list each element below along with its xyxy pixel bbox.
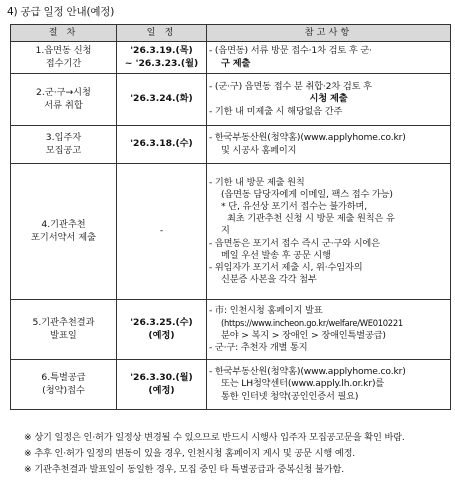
table-row (11, 126, 451, 164)
notes-cell (207, 300, 451, 360)
date-cell (117, 126, 207, 164)
footnote: ※ 기관추천결과 발표일이 동일한 경우, 모집 중인 타 특별공급과 중복신청 불가함. (24, 464, 344, 476)
note-line: 분야 > 복지 > 장애인 > 장애인특별공급) (221, 329, 386, 341)
step-text: 2.군·구→시청 (36, 87, 91, 99)
note-line: - 군·구: 추천자 개별 통지 (209, 341, 308, 353)
table-row (11, 300, 451, 360)
note-line: - 기한 내 방문 제출 원칙 (209, 176, 305, 188)
step-cell (11, 42, 117, 74)
note-line: - 한국부동산원(청약홈)(www.applyhome.co.kr) (209, 366, 406, 378)
schedule-table (10, 24, 451, 410)
step-cell (11, 74, 117, 126)
note-line: - 위임자가 포기서 제출 시, 위·수임자의 (209, 262, 363, 273)
step-text: 4.기관추천 (41, 219, 86, 231)
step-text: 접수기간 (45, 57, 82, 69)
footnote: ※ 추후 인·허가 일정의 변동이 있을 경우, 인천시청 홈페이지 게시 및 공문 시행 예정. (24, 448, 356, 460)
header-date: 일 정 (117, 25, 207, 42)
table-row (11, 74, 451, 126)
note-line: 메일 우선 발송 후 공문 시행 (221, 249, 331, 261)
date-text: '26.3.19.(목) (130, 45, 193, 57)
footnote: ※ 상기 일정은 인·허가 일정상 변경될 수 있으므로 반드시 시행사 입주자 모집공고문을 확인 바람. (24, 432, 405, 443)
step-text: 6.특별공급 (41, 372, 86, 384)
date-text: (예정) (148, 384, 175, 396)
step-text: 모집공고 (45, 144, 82, 156)
notes-cell (207, 360, 451, 410)
notes-cell (207, 74, 451, 126)
section-heading: 4) 공급 일정 안내(예정) (7, 6, 115, 18)
note-line: 신분증 사본을 각각 첨부 (221, 274, 317, 286)
notes-cell (207, 42, 451, 74)
note-line: - 한국부동산원(청약홈)(www.applyhome.co.kr) (209, 132, 406, 144)
table-row (11, 164, 451, 300)
step-cell (11, 164, 117, 300)
note-line: (https://www.incheon.go.kr/welfare/WE010221 (221, 318, 403, 329)
note-line: * 단, 유선상 포기서 접수는 불가하며, (221, 200, 367, 212)
table-row (11, 360, 451, 410)
date-cell (117, 300, 207, 360)
date-text: '26.3.24.(화) (130, 93, 193, 105)
note-line: - 市: 인천시청 홈페이지 발표 (209, 305, 323, 317)
table-row (11, 42, 451, 74)
date-cell (117, 360, 207, 410)
step-cell (11, 300, 117, 360)
date-cell (117, 164, 207, 300)
note-line: 지 (221, 225, 230, 237)
step-text: 서류 취합 (44, 99, 83, 111)
step-text: 1.읍면동 신청 (35, 45, 92, 57)
date-text: - (159, 225, 164, 237)
date-text: '26.3.18.(수) (130, 138, 193, 150)
note-line: - (군·구) 읍면동 접수 분 취합·2차 검토 후 (209, 81, 372, 93)
date-text: ~ '26.3.23.(월) (124, 57, 199, 69)
step-cell (11, 360, 117, 410)
note-line: 및 시공사 홈페이지 (221, 144, 297, 156)
notes-cell (207, 126, 451, 164)
note-line: - 기한 내 미제출 시 해당없음 간주 (209, 105, 343, 117)
step-cell (11, 126, 117, 164)
date-cell (117, 74, 207, 126)
date-text: '26.3.30.(월) (130, 372, 193, 384)
note-line: - (읍면동) 서류 방문 접수·1차 검토 후 군· (209, 45, 372, 57)
step-text: 5.기관추천결과 (32, 317, 95, 329)
table-header-row (11, 25, 451, 42)
note-line: 또는 LH청약센터(www.apply.lh.or.kr)를 (221, 378, 385, 390)
step-text: 포기서약서 제출 (30, 231, 97, 243)
note-line: (읍면동 담당자에게 이메일, 팩스 접수 가능) (221, 188, 393, 200)
note-line: 최초 기관추천 신청 시 방문 제출 원칙은 유 (227, 213, 395, 225)
note-line: 시청 제출 (309, 93, 348, 105)
step-text: 발표일 (50, 329, 77, 341)
note-line: 구 제출 (221, 57, 251, 69)
note-line: - 읍면동은 포기서 접수 즉시 군·구와 시에은 (209, 237, 380, 249)
date-text: '26.3.25.(수) (130, 317, 193, 329)
step-text: 3.입주자 (45, 132, 82, 144)
date-text: (예정) (148, 329, 175, 341)
header-step: 절 차 (11, 25, 117, 42)
date-cell (117, 42, 207, 74)
header-notes: 참고사항 (207, 25, 451, 42)
notes-cell (207, 164, 451, 300)
footnotes (24, 431, 449, 478)
note-line: 통한 인터넷 청약(공인인증서 필요) (221, 390, 359, 402)
step-text: (청약)접수 (42, 384, 85, 396)
